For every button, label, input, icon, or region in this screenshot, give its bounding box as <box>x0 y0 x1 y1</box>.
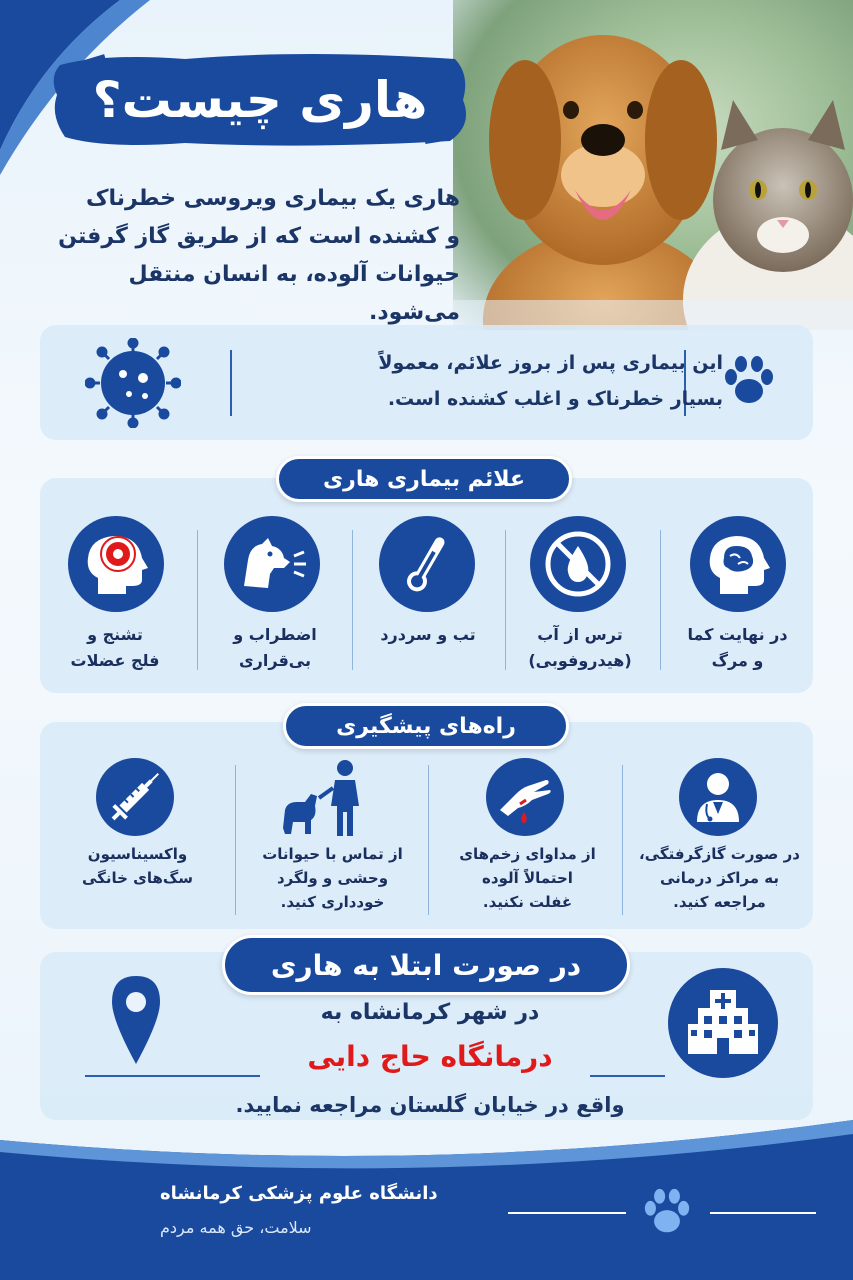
symptom-label: اضطراب و بی‌قراری <box>233 625 317 670</box>
head-pain-icon <box>68 516 164 612</box>
divider <box>428 765 429 915</box>
prevention-heading: راه‌های پیشگیری <box>283 703 569 749</box>
syringe-icon <box>96 758 174 836</box>
prevention-label: واکسیناسیون سگ‌های خانگی <box>81 845 194 887</box>
clinic-address: واقع در خیابان گلستان مراجعه نمایید. <box>235 1093 625 1117</box>
brain-head-icon <box>690 516 786 612</box>
prevention-label: از مداوای زخم‌های احتمالاً آلوده غفلت نکنید. <box>459 845 596 911</box>
thermometer-icon <box>379 516 475 612</box>
case-heading: در صورت ابتلا به هاری <box>222 935 630 995</box>
location-pin-icon <box>108 972 164 1068</box>
case-city-text: در شهر کرمانشاه به <box>320 1000 540 1025</box>
intro-line: حیوانات آلوده، به انسان منتقل می‌شود. <box>128 262 460 325</box>
info-text <box>303 345 723 417</box>
divider <box>235 765 236 915</box>
footer-slogan: سلامت، حق همه مردم <box>160 1218 312 1237</box>
info-line: بسیار خطرناک و اغلب کشنده است. <box>387 388 723 410</box>
footer-line <box>710 1212 816 1214</box>
intro-line: هاری یک بیماری ویروسی خطرناک <box>85 186 460 211</box>
clinic-name: درمانگاه حاج دایی <box>307 1040 553 1073</box>
divider-line <box>590 1075 665 1077</box>
virus-icon <box>85 338 181 428</box>
divider <box>622 765 623 915</box>
wounded-hand-icon <box>486 758 564 836</box>
intro-line: و کشنده است که از طریق گاز گرفتن <box>58 224 460 249</box>
prevention-label: از تماس با حیوانات وحشی و ولگرد خودداری کنید. <box>262 845 403 911</box>
symptoms-heading: علائم بیماری هاری <box>276 456 572 502</box>
divider <box>197 530 198 670</box>
footer-line <box>508 1212 626 1214</box>
symptom-label: تب و سردرد <box>380 625 476 644</box>
dog-cat-photo <box>453 0 853 330</box>
symptom-label: ترس از آب (هیدروفوبی) <box>528 625 632 670</box>
page-title: هاری چیست؟ <box>92 71 428 129</box>
divider <box>352 530 353 670</box>
barking-dog-icon <box>224 516 320 612</box>
symptom-label: در نهایت کما و مرگ <box>687 625 788 670</box>
divider <box>230 350 232 416</box>
paw-icon <box>722 355 776 407</box>
hospital-icon <box>668 968 778 1078</box>
info-line: این بیماری پس از بروز علائم، معمولاً <box>378 352 723 374</box>
no-water-drop-icon <box>530 516 626 612</box>
prevention-label: در صورت گازگرفتگی، به مراکز درمانی مراجعه کنید. <box>639 845 800 911</box>
footer-organization: دانشگاه علوم پزشکی کرمانشاه <box>160 1183 438 1204</box>
doctor-icon <box>679 758 757 836</box>
divider-line <box>85 1075 260 1077</box>
footer-paw-icon <box>642 1188 692 1236</box>
divider <box>660 530 661 670</box>
intro-text <box>40 180 460 332</box>
person-dog-icon <box>275 758 371 838</box>
symptom-label: تشنج و فلج عضلات <box>70 625 160 670</box>
divider <box>505 530 506 670</box>
